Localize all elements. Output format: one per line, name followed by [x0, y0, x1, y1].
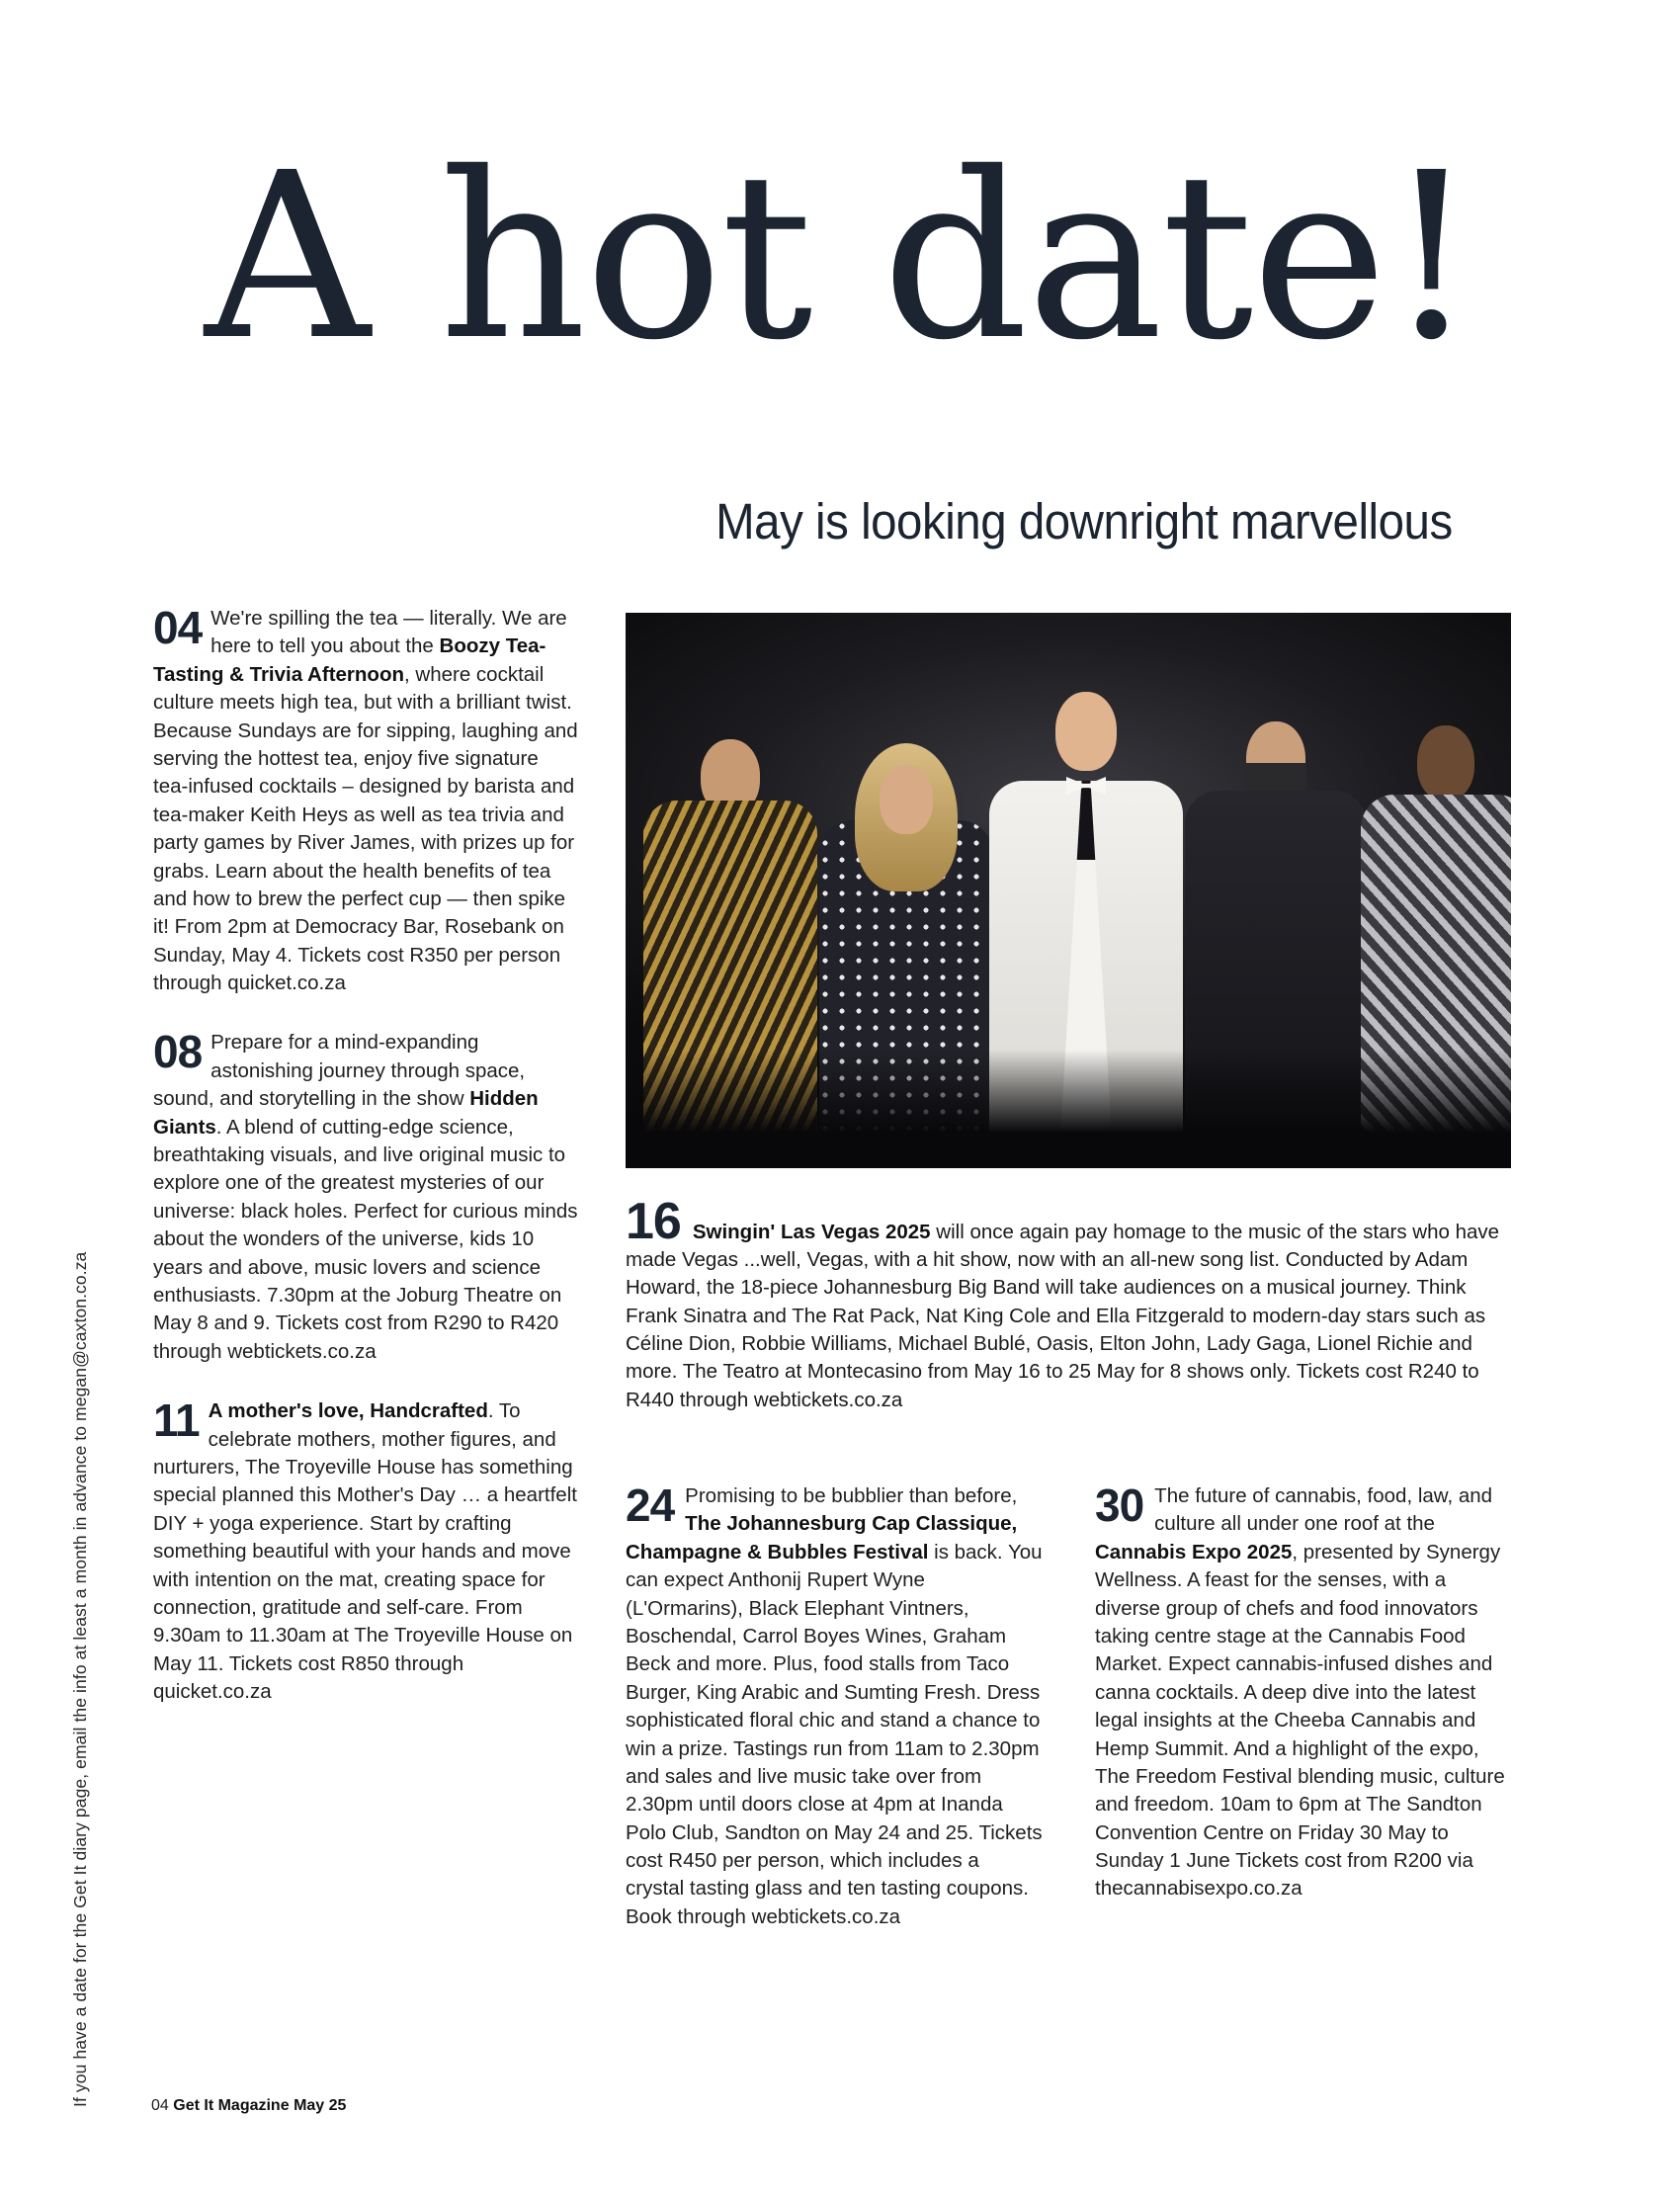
entry-lead: We're spilling the tea — literally. We are here to tell you about the — [210, 607, 567, 658]
entry-day-number: 04 — [153, 602, 203, 653]
entry-lead: Prepare for a mind-expanding astonishing journey through space, sound, and storytelling in the show — [153, 1031, 526, 1111]
entry-body: is back. You can expect Anthonij Rupert Wyne (L'Ormarins), Black Elephant Vintners, Boschendal, Carrol Boyes Wines, Graham Beck and more. Plus, food stalls from Taco Burger, King Arabic and Sumting Fresh. Dress sophisticated floral chic and stand a chance to win a prize. Tastings run from 11am to 2.30pm and sales and live music take over from 2.30pm until doors close at 4pm at Inanda Polo Club, Sandton on May 24 and 25. Tickets cost R450 per person, which includes a crystal tasting glass and ten tasting coupons. Book through webtickets.co.za — [626, 1540, 1043, 1928]
figure-head — [1055, 692, 1117, 771]
figure-head — [880, 765, 933, 834]
page-subtitle: May is looking downright marvellous — [715, 493, 1453, 550]
band-photo — [626, 613, 1511, 1168]
entry-day-number: 11 — [153, 1395, 200, 1447]
diary-entry-08 — [153, 1026, 578, 1366]
diary-entry-11 — [153, 1397, 578, 1706]
entry-text — [153, 1026, 578, 1366]
entry-title: The Johannesburg Cap Classique, Champagne & Bubbles Festival — [626, 1512, 1018, 1564]
entry-day-number: 24 — [626, 1479, 675, 1531]
entry-text — [153, 602, 578, 997]
entry-title: Cannabis Expo 2025 — [1095, 1540, 1293, 1564]
entry-title: A mother's love, Handcrafted — [208, 1399, 488, 1423]
diary-entry-16 — [626, 1193, 1510, 1435]
column-left — [153, 602, 578, 1706]
footer-page-number: 04 — [151, 2097, 169, 2114]
entry-title: Boozy Tea-Tasting & Trivia Afternoon — [153, 634, 546, 686]
entry-title: Swingin' Las Vegas 2025 — [692, 1220, 931, 1243]
entry-day-number: 08 — [153, 1026, 203, 1078]
diary-entry-24 — [626, 1479, 1043, 1931]
photo-floor-gradient — [626, 1050, 1511, 1168]
entry-body: will once again pay homage to the music of the stars who have made Vegas ...well, Vegas, with a hit show, now with an all-new song list. Conducted by Adam Howard, the 18-piece Johannesburg Big Band will take audiences on a musical journey. Think Frank Sinatra and The Rat Pack, Nat King Cole and Ella Fitzgerald to modern-day stars such as Céline Dion, Robbie Williams, Michael Bublé, Oasis, Elton John, Lady Gaga, Lionel Richie and more. The Teatro at Montecasino from May 16 to 25 May for 8 shows only. Tickets cost R240 to R440 through webtickets.co.za — [626, 1220, 1500, 1411]
entry-title: Hidden Giants — [153, 1087, 539, 1139]
entry-text — [153, 1397, 578, 1706]
figure-head — [1417, 725, 1474, 801]
entry-lead: Promising to be bubblier than before, — [685, 1484, 1018, 1507]
footer-issue: May 25 — [294, 2097, 347, 2114]
footer-publication: Get It Magazine — [173, 2097, 290, 2114]
column-right — [1095, 1479, 1510, 1903]
column-middle — [626, 1479, 1043, 1931]
entry-body: , presented by Synergy Wellness. A feast for the senses, with a diverse group of chefs and food innovators taking centre stage at the Cannabis Food Market. Expect cannabis-infused dishes and canna cocktails. A deep dive into the latest legal insights at the Cheeba Cannabis and Hemp Summit. And a highlight of the expo, The Freedom Festival blending music, culture and freedom. 10am to 6pm at The Sandton Convention Centre on Friday 30 May to Sunday 1 June Tickets cost from R200 via thecannabisexpo.co.za — [1095, 1540, 1505, 1901]
diary-entry-04 — [153, 602, 578, 997]
page-title: A hot date! — [205, 124, 1475, 390]
diary-contact-note: If you have a date for the Get It diary page, email the info at least a month in advance to megan@caxton.co.za — [70, 1251, 90, 2107]
entry-body: , where cocktail culture meets high tea, but with a brilliant twist. Because Sundays are for sipping, laughing and serving the hottest tea, enjoy five signature tea-infused cocktails – designed by barista and tea-maker Keith Heys as well as tea trivia and party games by River James, with prizes up for grabs. Learn about the health benefits of tea and how to brew the perfect cup — then spike it! From 2pm at Democracy Bar, Rosebank on Sunday, May 4. Tickets cost R350 per person through quicket.co.za — [153, 662, 578, 995]
entry-text — [626, 1219, 1510, 1415]
entry-day-number: 30 — [1095, 1479, 1144, 1531]
entry-text — [626, 1479, 1043, 1931]
page-footer — [151, 2097, 346, 2115]
diary-entry-30 — [1095, 1479, 1510, 1903]
entry-text — [1095, 1479, 1510, 1903]
entry-body: . To celebrate mothers, mother figures, and nurturers, The Troyeville House has something special planned this Mother's Day … a heartfelt DIY + yoga experience. Start by crafting something beautiful with your hands and move with intention on the mat, creating space for connection, gratitude and self-care. From 9.30am to 11.30am at The Troyeville House on May 11. Tickets cost R850 through quicket.co.za — [153, 1399, 577, 1704]
entry-day-number: 16 — [626, 1193, 681, 1250]
entry-lead: The future of cannabis, food, law, and culture all under one roof at the — [1154, 1484, 1493, 1536]
masthead — [0, 124, 1680, 390]
entry-body: . A blend of cutting-edge science, breathtaking visuals, and live original music to explore one of the greatest mysteries of our universe: black holes. Perfect for curious minds about the wonders of the universe, kids 10 years and above, music lovers and science enthusiasts. 7.30pm at the Joburg Theatre on May 8 and 9. Tickets cost from R290 to R420 through webtickets.co.za — [153, 1115, 578, 1363]
